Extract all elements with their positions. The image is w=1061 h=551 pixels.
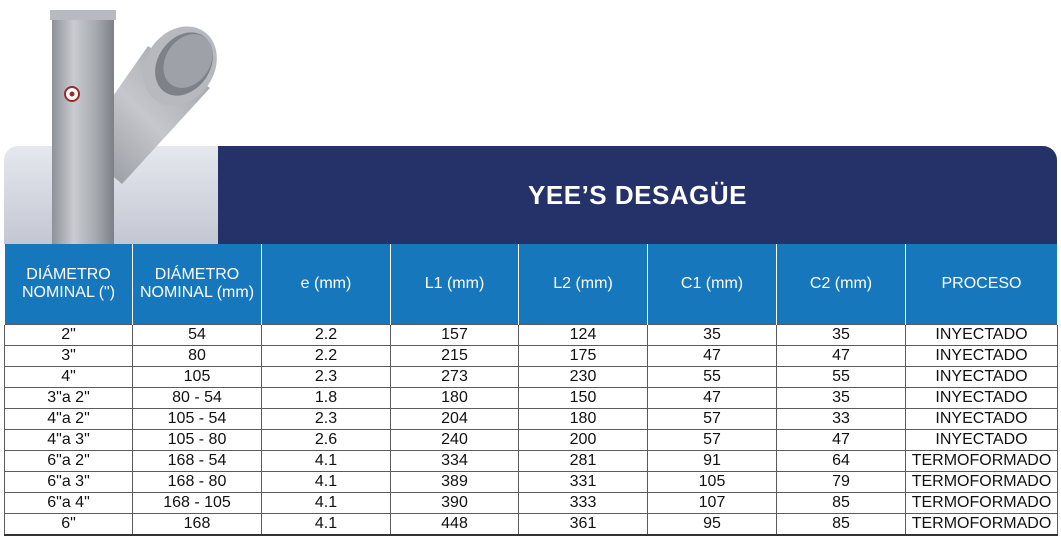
cell: 124 [519, 325, 648, 346]
cell: 105 [648, 472, 777, 493]
cell: 35 [648, 325, 777, 346]
cell: 389 [391, 472, 519, 493]
cell: 6"a 2" [5, 451, 133, 472]
table-row [5, 367, 1058, 388]
cell: 204 [391, 409, 519, 430]
cell: 240 [391, 430, 519, 451]
cell: 2.6 [262, 430, 391, 451]
cell: TERMOFORMADO [906, 514, 1058, 536]
table-header-row [5, 244, 1058, 325]
cell: 230 [519, 367, 648, 388]
cell: 54 [133, 325, 262, 346]
cell: 4.1 [262, 514, 391, 536]
specifications-table [4, 244, 1058, 536]
header-band [218, 146, 1057, 244]
cell: 333 [519, 493, 648, 514]
cell: INYECTADO [906, 325, 1058, 346]
cell: 6"a 4" [5, 493, 133, 514]
cell: 2.2 [262, 346, 391, 367]
cell: 35 [777, 325, 906, 346]
cell: 331 [519, 472, 648, 493]
cell: 4"a 2" [5, 409, 133, 430]
cell: 3"a 2" [5, 388, 133, 409]
col-proceso: PROCESO [906, 244, 1058, 325]
cell: 334 [391, 451, 519, 472]
cell: 105 - 80 [133, 430, 262, 451]
col-espesor: e (mm) [262, 244, 391, 325]
table-row [5, 430, 1058, 451]
cell: 95 [648, 514, 777, 536]
table-row [5, 451, 1058, 472]
cell: 168 - 54 [133, 451, 262, 472]
cell: 6"a 3" [5, 472, 133, 493]
cell: 168 - 105 [133, 493, 262, 514]
cell: TERMOFORMADO [906, 493, 1058, 514]
table-row [5, 388, 1058, 409]
pvc-wye-fitting-icon [30, 6, 240, 261]
cell: 85 [777, 493, 906, 514]
cell: 64 [777, 451, 906, 472]
cell: 57 [648, 430, 777, 451]
cell: 215 [391, 346, 519, 367]
cell: 33 [777, 409, 906, 430]
table-row [5, 409, 1058, 430]
cell: 168 [133, 514, 262, 536]
col-l1: L1 (mm) [391, 244, 519, 325]
table-row [5, 346, 1058, 367]
col-c1: C1 (mm) [648, 244, 777, 325]
cell: 150 [519, 388, 648, 409]
cell: 55 [648, 367, 777, 388]
cell: 105 - 54 [133, 409, 262, 430]
col-l2: L2 (mm) [519, 244, 648, 325]
table-row [5, 472, 1058, 493]
cell: 85 [777, 514, 906, 536]
cell: 175 [519, 346, 648, 367]
cell: 4"a 3" [5, 430, 133, 451]
cell: 1.8 [262, 388, 391, 409]
cell: 390 [391, 493, 519, 514]
cell: 55 [777, 367, 906, 388]
cell: 105 [133, 367, 262, 388]
cell: 168 - 80 [133, 472, 262, 493]
cell: 361 [519, 514, 648, 536]
cell: 47 [648, 346, 777, 367]
cell: 281 [519, 451, 648, 472]
cell: 79 [777, 472, 906, 493]
cell: 6" [5, 514, 133, 536]
cell: 2.3 [262, 409, 391, 430]
cell: 107 [648, 493, 777, 514]
cell: INYECTADO [906, 346, 1058, 367]
cell: 80 - 54 [133, 388, 262, 409]
cell: INYECTADO [906, 367, 1058, 388]
cell: 157 [391, 325, 519, 346]
col-diametro-pulgadas: DIÁMETRO NOMINAL (") [5, 244, 133, 325]
cell: 448 [391, 514, 519, 536]
cell: INYECTADO [906, 430, 1058, 451]
cell: 273 [391, 367, 519, 388]
cell: 2.3 [262, 367, 391, 388]
cell: 57 [648, 409, 777, 430]
table-row [5, 514, 1058, 536]
table-row [5, 493, 1058, 514]
cell: 47 [777, 346, 906, 367]
cell: INYECTADO [906, 409, 1058, 430]
table-row [5, 325, 1058, 346]
cell: 47 [648, 388, 777, 409]
cell: 200 [519, 430, 648, 451]
cell: 2.2 [262, 325, 391, 346]
cell: 91 [648, 451, 777, 472]
cell: 35 [777, 388, 906, 409]
col-diametro-mm: DIÁMETRO NOMINAL (mm) [133, 244, 262, 325]
page-title: YEE’S DESAGÜE [528, 180, 747, 210]
col-c2: C2 (mm) [777, 244, 906, 325]
cell: 4.1 [262, 493, 391, 514]
cell: 3" [5, 346, 133, 367]
cell: TERMOFORMADO [906, 451, 1058, 472]
cell: 180 [519, 409, 648, 430]
cell: 4.1 [262, 451, 391, 472]
cell: 4.1 [262, 472, 391, 493]
cell: 47 [777, 430, 906, 451]
cell: TERMOFORMADO [906, 472, 1058, 493]
cell: INYECTADO [906, 388, 1058, 409]
cell: 180 [391, 388, 519, 409]
cell: 2" [5, 325, 133, 346]
cell: 80 [133, 346, 262, 367]
cell: 4" [5, 367, 133, 388]
